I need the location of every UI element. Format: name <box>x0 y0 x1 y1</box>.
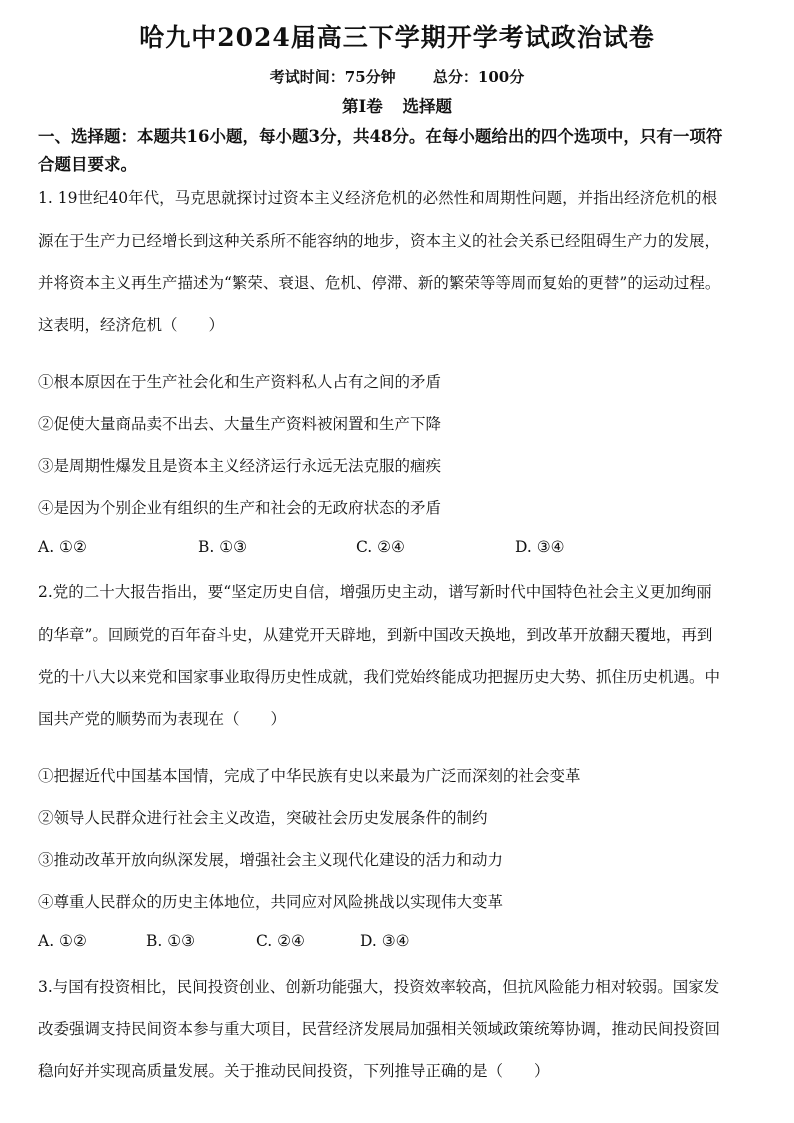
q2-stem-line: 2.党的二十大报告指出，要“坚定历史自信，增强历史主动，谱写新时代中国特色社会主义更加绚丽 <box>38 583 712 601</box>
exam-score: 总分：100分 <box>432 68 525 86</box>
q1-stem-line: 1. 19世纪40年代，马克思就探讨过资本主义经济危机的必然性和周期性问题，并指出经济危机的根 <box>38 189 718 207</box>
q2-statement: ④尊重人民群众的历史主体地位，共同应对风险挑战以实现伟大变革 <box>38 893 504 911</box>
q2-option-d: D. ③④ <box>360 932 410 950</box>
q1-option-b: B. ①③ <box>198 538 248 556</box>
q1-stem-line: 并将资本主义再生产描述为“繁荣、衰退、危机、停滞、新的繁荣等等周而复始的更替”的运动过程。 <box>38 274 721 292</box>
q1-stem-line: 源在于生产力已经增长到这种关系所不能容纳的地步，资本主义的社会关系已经阻碍生产力的发展， <box>38 232 721 250</box>
q2-stem-line: 国共产党的顺势而为表现在（ ） <box>38 710 287 728</box>
part-name: 选择题 <box>402 97 452 116</box>
exam-time: 考试时间：75分钟 <box>269 68 396 86</box>
q1-option-d: D. ③④ <box>515 538 565 556</box>
q2-stem-line: 党的十八大以来党和国家事业取得历史性成就，我们党始终能成功把握历史大势、抓住历史机遇。中 <box>38 668 721 686</box>
exam-meta <box>0 66 794 87</box>
section-instruction <box>38 123 768 179</box>
q1-statement: ①根本原因在于生产社会化和生产资料私人占有之间的矛盾 <box>38 373 442 391</box>
q2-option-c: C. ②④ <box>256 932 305 950</box>
q1-stem-line: 这表明，经济危机（ ） <box>38 316 225 334</box>
q2-statement: ③推动改革开放向纵深发展，增强社会主义现代化建设的活力和动力 <box>38 851 504 869</box>
q3-stem-line: 稳向好并实现高质量发展。关于推动民间投资，下列推导正确的是（ ） <box>38 1062 550 1080</box>
instruction-line: 一、选择题：本题共16小题，每小题3分，共48分。在每小题给出的四个选项中，只有一项符 <box>38 127 723 146</box>
q1-statement: ②促使大量商品卖不出去、大量生产资料被闲置和生产下降 <box>38 415 442 433</box>
part-heading <box>0 93 794 117</box>
exam-title: 哈九中2024届高三下学期开学考试政治试卷 <box>139 23 655 52</box>
q1-option-c: C. ②④ <box>356 538 405 556</box>
q2-statement: ②领导人民群众进行社会主义改造，突破社会历史发展条件的制约 <box>38 809 488 827</box>
q3-stem-line: 3.与国有投资相比，民间投资创业、创新功能强大，投资效率较高，但抗风险能力相对较弱。国家发 <box>38 978 720 996</box>
q2-option-a: A. ①② <box>38 932 87 950</box>
q1-option-a: A. ①② <box>38 538 87 556</box>
instruction-line: 合题目要求。 <box>38 155 137 174</box>
q2-stem-line: 的华章”。回顾党的百年奋斗史，从建党开天辟地，到新中国改天换地，到改革开放翻天覆地，再到 <box>38 626 713 644</box>
q2-option-b: B. ①③ <box>146 932 196 950</box>
part-number: 第Ⅰ卷 <box>342 97 383 116</box>
q2-statement: ①把握近代中国基本国情，完成了中华民族有史以来最为广泛而深刻的社会变革 <box>38 767 581 785</box>
q1-statement: ④是因为个别企业有组织的生产和社会的无政府状态的矛盾 <box>38 499 442 517</box>
q3-stem-line: 改委强调支持民间资本参与重大项目，民营经济发展局加强相关领域政策统筹协调，推动民间投资回 <box>38 1020 721 1038</box>
q1-statement: ③是周期性爆发且是资本主义经济运行永远无法克服的痼疾 <box>38 457 442 475</box>
